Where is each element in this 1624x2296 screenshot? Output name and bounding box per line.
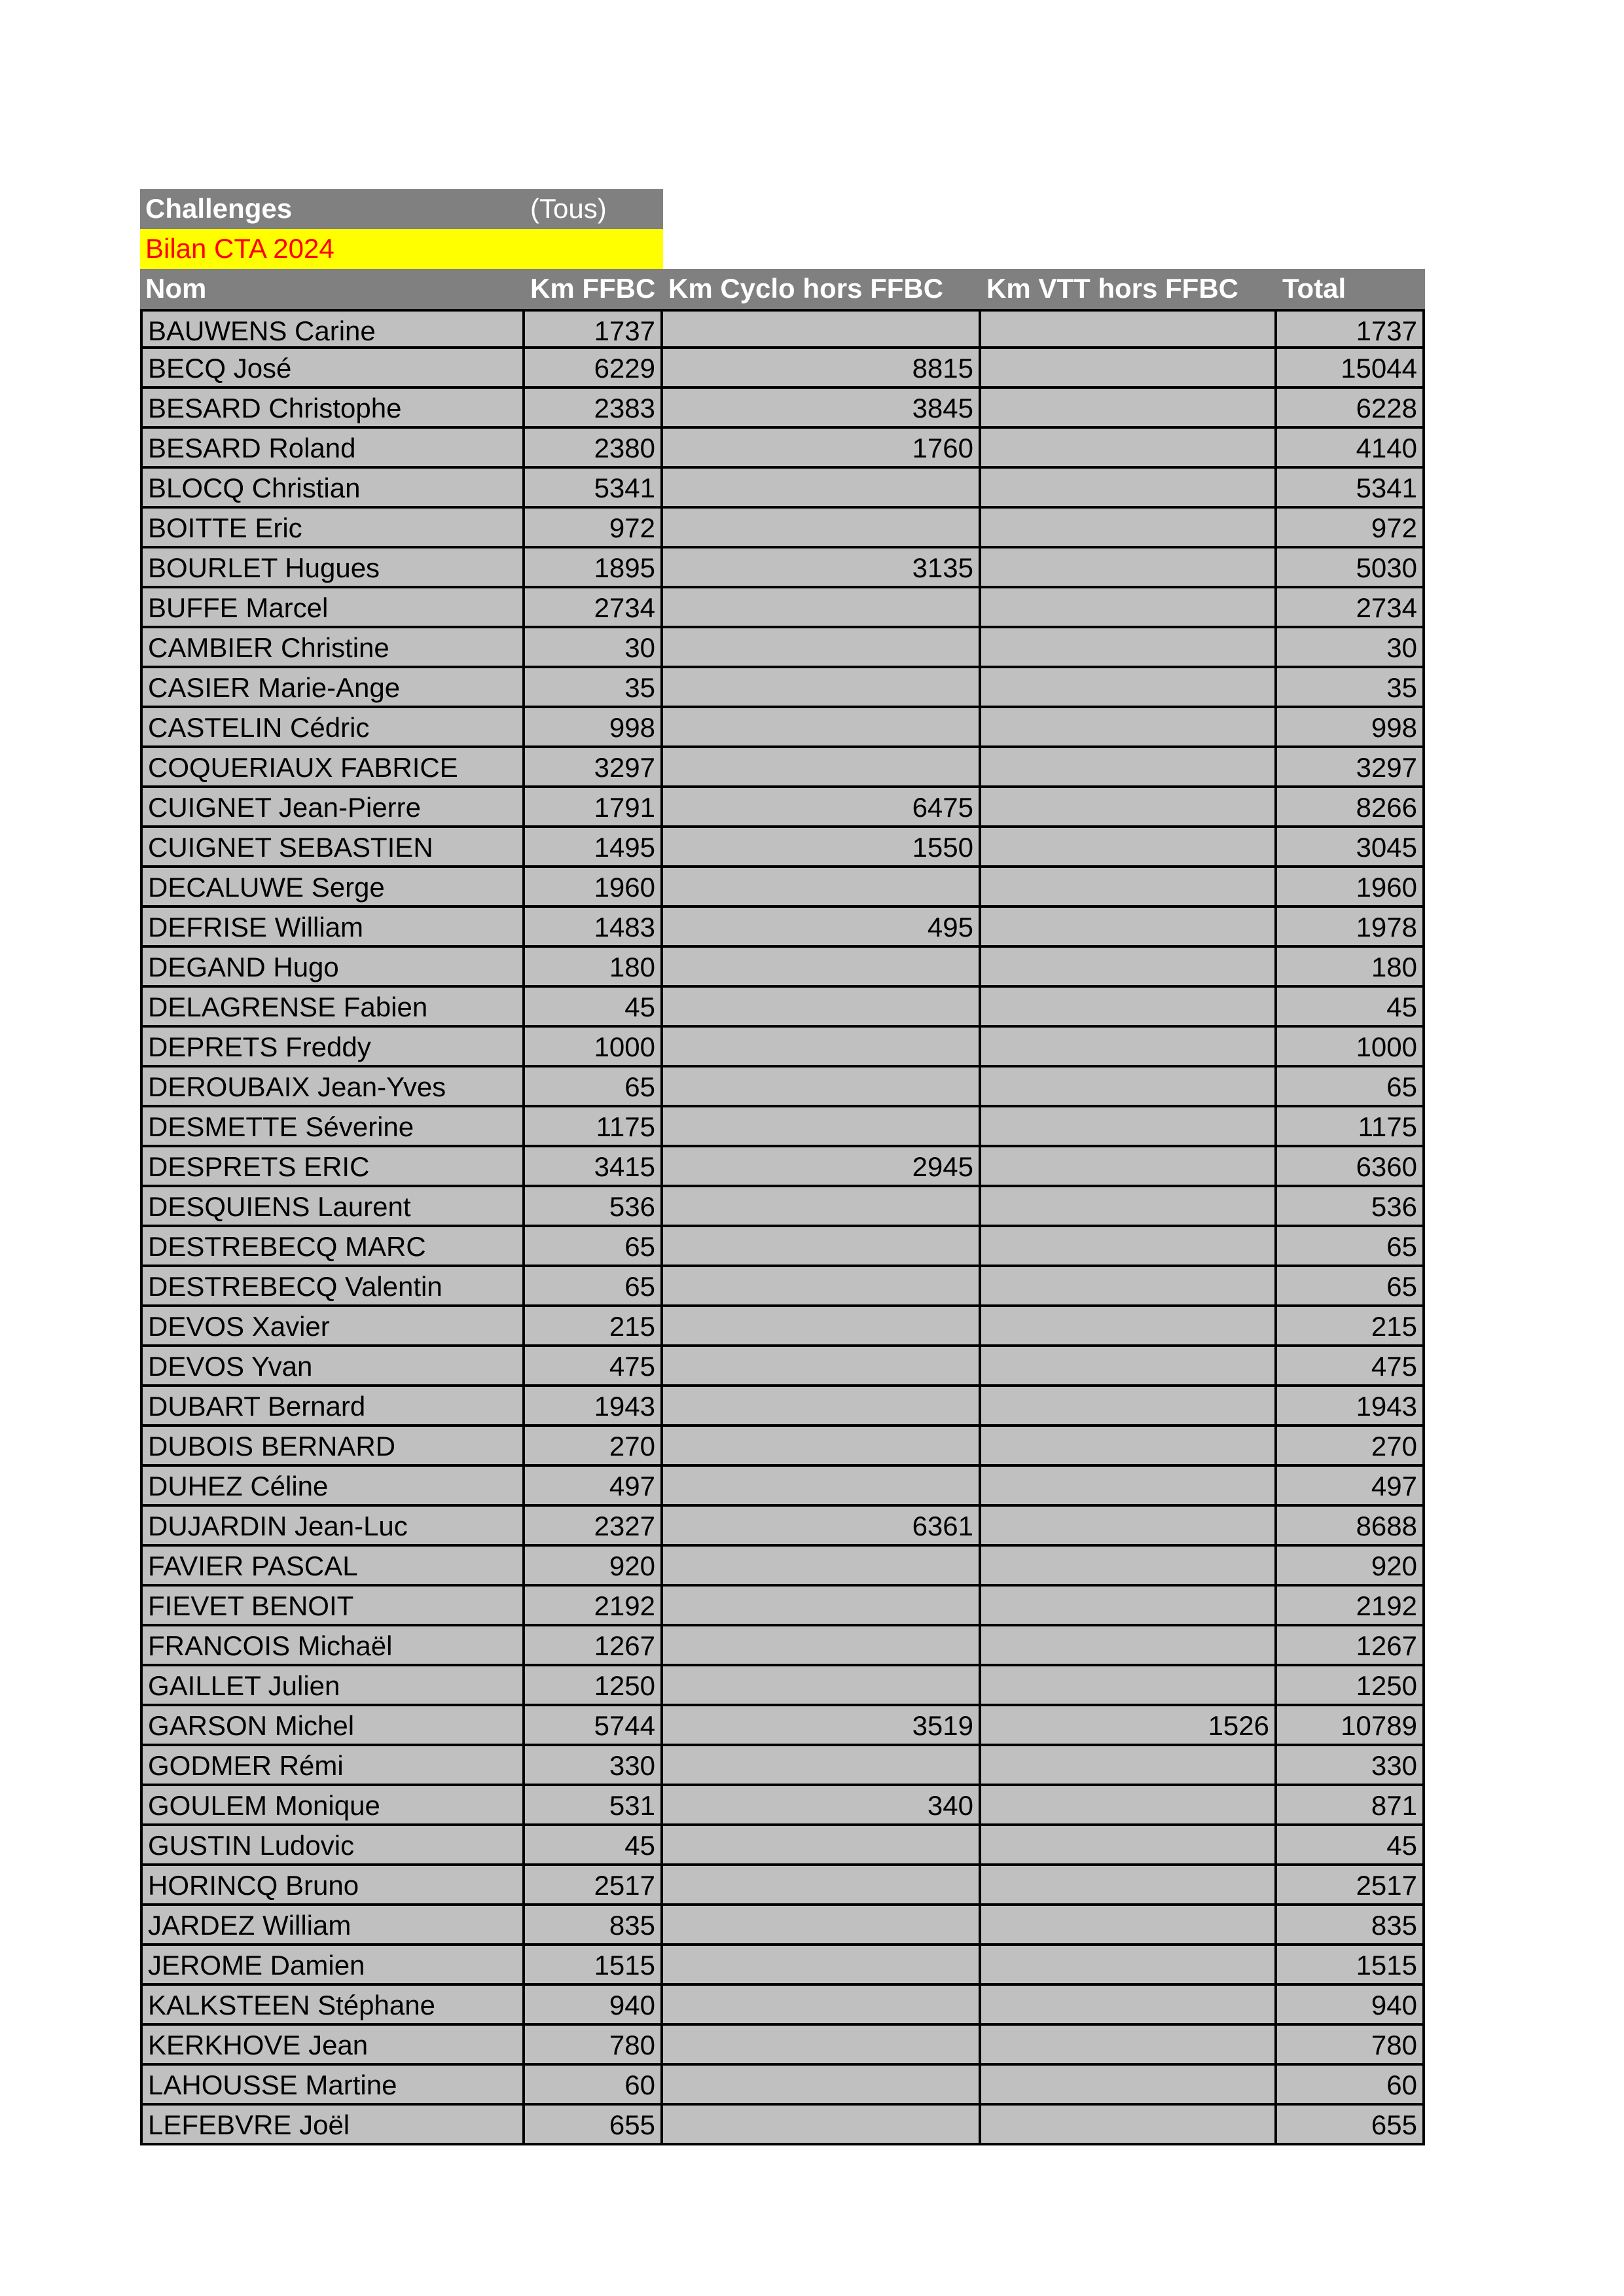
cell-km-cyclo[interactable] (663, 2066, 981, 2106)
cell-km-vtt[interactable] (981, 2066, 1277, 2106)
table-row (140, 748, 1425, 788)
cell-nom[interactable]: GAILLET Julien (140, 1666, 525, 1706)
table-row (140, 1427, 1425, 1467)
cell-km-cyclo[interactable] (663, 309, 981, 349)
cell-total[interactable]: 871 (1277, 1786, 1425, 1826)
table-row (140, 2026, 1425, 2066)
cell-km-ffbc[interactable]: 940 (525, 1986, 663, 2026)
cell-total[interactable]: 972 (1277, 509, 1425, 548)
table-row (140, 1746, 1425, 1786)
cell-km-ffbc[interactable]: 2380 (525, 429, 663, 469)
cell-km-ffbc[interactable]: 6229 (525, 349, 663, 389)
table-row (140, 708, 1425, 748)
table-row (140, 1587, 1425, 1626)
cell-nom[interactable]: DUJARDIN Jean-Luc (140, 1507, 525, 1547)
cell-km-cyclo[interactable] (663, 1307, 981, 1347)
cell-total[interactable]: 1943 (1277, 1387, 1425, 1427)
cell-nom[interactable]: CASTELIN Cédric (140, 708, 525, 748)
cell-nom[interactable]: GOULEM Monique (140, 1786, 525, 1826)
cell-km-ffbc[interactable]: 60 (525, 2066, 663, 2106)
table-row (140, 1028, 1425, 1067)
cell-km-vtt[interactable] (981, 588, 1277, 628)
cell-km-cyclo[interactable] (663, 1427, 981, 1467)
cell-nom[interactable]: DEGAND Hugo (140, 948, 525, 988)
cell-km-cyclo[interactable]: 6361 (663, 1507, 981, 1547)
cell-nom[interactable]: DUBOIS BERNARD (140, 1427, 525, 1467)
cell-km-cyclo[interactable] (663, 1067, 981, 1107)
cell-km-cyclo[interactable] (663, 2106, 981, 2145)
table-row (140, 1866, 1425, 1906)
cell-nom[interactable]: DESMETTE Séverine (140, 1107, 525, 1147)
challenges-header-row (140, 189, 1425, 229)
cell-km-vtt[interactable] (981, 1587, 1277, 1626)
cell-km-vtt[interactable] (981, 868, 1277, 908)
cell-km-cyclo[interactable] (663, 1267, 981, 1307)
cell-km-vtt[interactable] (981, 628, 1277, 668)
cell-nom[interactable]: HORINCQ Bruno (140, 1866, 525, 1906)
cell-km-cyclo[interactable] (663, 1547, 981, 1587)
cell-total[interactable]: 35 (1277, 668, 1425, 708)
cell-km-ffbc[interactable]: 1737 (525, 309, 663, 349)
cell-total[interactable]: 65 (1277, 1227, 1425, 1267)
cell-km-vtt[interactable] (981, 1946, 1277, 1986)
cell-nom[interactable]: DESPRETS ERIC (140, 1147, 525, 1187)
cell-km-ffbc[interactable]: 1483 (525, 908, 663, 948)
cell-km-vtt[interactable] (981, 1028, 1277, 1067)
cell-km-ffbc[interactable]: 2327 (525, 1507, 663, 1547)
cell-km-cyclo[interactable] (663, 1666, 981, 1706)
cell-nom[interactable]: FIEVET BENOIT (140, 1587, 525, 1626)
table-row (140, 1227, 1425, 1267)
cell-total[interactable]: 998 (1277, 708, 1425, 748)
cell-total[interactable]: 215 (1277, 1307, 1425, 1347)
table-row (140, 1986, 1425, 2026)
cell-km-cyclo[interactable] (663, 1347, 981, 1387)
cell-km-ffbc[interactable]: 1267 (525, 1626, 663, 1666)
cell-km-ffbc[interactable]: 2734 (525, 588, 663, 628)
cell-km-vtt[interactable] (981, 469, 1277, 509)
cell-nom[interactable]: BLOCQ Christian (140, 469, 525, 509)
cell-km-ffbc[interactable]: 1791 (525, 788, 663, 828)
cell-nom[interactable]: CUIGNET SEBASTIEN (140, 828, 525, 868)
table-row (140, 429, 1425, 469)
table-row (140, 1107, 1425, 1147)
table-row (140, 948, 1425, 988)
cell-total[interactable]: 65 (1277, 1267, 1425, 1307)
cell-km-ffbc[interactable]: 215 (525, 1307, 663, 1347)
cell-km-ffbc[interactable]: 5341 (525, 469, 663, 509)
cell-nom[interactable]: DEVOS Yvan (140, 1347, 525, 1387)
cell-total[interactable]: 4140 (1277, 429, 1425, 469)
cell-total[interactable]: 475 (1277, 1347, 1425, 1387)
cell-km-vtt[interactable]: 1526 (981, 1706, 1277, 1746)
table-row (140, 309, 1425, 349)
cell-nom[interactable]: DESQUIENS Laurent (140, 1187, 525, 1227)
cell-km-ffbc[interactable]: 536 (525, 1187, 663, 1227)
challenges-title: Challenges (140, 189, 525, 229)
cell-km-vtt[interactable] (981, 1906, 1277, 1946)
cell-nom[interactable]: DESTREBECQ MARC (140, 1227, 525, 1267)
cell-km-vtt[interactable] (981, 548, 1277, 588)
cell-nom[interactable]: DUBART Bernard (140, 1387, 525, 1427)
cell-total[interactable]: 1737 (1277, 309, 1425, 349)
cell-total[interactable]: 835 (1277, 1906, 1425, 1946)
cell-nom[interactable]: FAVIER PASCAL (140, 1547, 525, 1587)
table-row (140, 1786, 1425, 1826)
cell-nom[interactable]: DEFRISE William (140, 908, 525, 948)
cell-total[interactable]: 1978 (1277, 908, 1425, 948)
cell-km-vtt[interactable] (981, 748, 1277, 788)
cell-km-cyclo[interactable] (663, 1467, 981, 1507)
cell-km-ffbc[interactable]: 972 (525, 509, 663, 548)
cell-nom[interactable]: GUSTIN Ludovic (140, 1826, 525, 1866)
cell-nom[interactable]: DELAGRENSE Fabien (140, 988, 525, 1028)
cell-km-cyclo[interactable]: 495 (663, 908, 981, 948)
cell-total[interactable]: 1515 (1277, 1946, 1425, 1986)
table-row (140, 1946, 1425, 1986)
column-header-row (140, 269, 1425, 309)
cell-total[interactable]: 270 (1277, 1427, 1425, 1467)
cell-km-cyclo[interactable] (663, 1187, 981, 1227)
column-header-km-ffbc: Km FFBC (525, 269, 663, 309)
cell-km-cyclo[interactable]: 3845 (663, 389, 981, 429)
cell-total[interactable]: 1250 (1277, 1666, 1425, 1706)
cell-km-ffbc[interactable]: 30 (525, 628, 663, 668)
table-row (140, 1147, 1425, 1187)
cell-total[interactable]: 15044 (1277, 349, 1425, 389)
cell-total[interactable]: 3045 (1277, 828, 1425, 868)
cell-km-ffbc[interactable]: 655 (525, 2106, 663, 2145)
cell-km-vtt[interactable] (981, 1187, 1277, 1227)
table-row (140, 1547, 1425, 1587)
table-row (140, 1067, 1425, 1107)
table-row (140, 1467, 1425, 1507)
bilan-row (140, 229, 1425, 269)
cell-total[interactable]: 2517 (1277, 1866, 1425, 1906)
cell-km-vtt[interactable] (981, 828, 1277, 868)
cell-km-cyclo[interactable] (663, 948, 981, 988)
cell-km-vtt[interactable] (981, 1746, 1277, 1786)
cell-nom[interactable]: DEROUBAIX Jean-Yves (140, 1067, 525, 1107)
cell-km-ffbc[interactable]: 3297 (525, 748, 663, 788)
cell-km-ffbc[interactable]: 2517 (525, 1866, 663, 1906)
cell-km-ffbc[interactable]: 2192 (525, 1587, 663, 1626)
cell-km-cyclo[interactable] (663, 1387, 981, 1427)
cell-km-vtt[interactable] (981, 1507, 1277, 1547)
cell-km-vtt[interactable] (981, 988, 1277, 1028)
cell-km-vtt[interactable] (981, 309, 1277, 349)
cell-km-vtt[interactable] (981, 1107, 1277, 1147)
cell-km-vtt[interactable] (981, 908, 1277, 948)
cell-total[interactable]: 65 (1277, 1067, 1425, 1107)
table-row (140, 1666, 1425, 1706)
cell-km-vtt[interactable] (981, 1427, 1277, 1467)
cell-km-cyclo[interactable] (663, 1626, 981, 1666)
cell-km-cyclo[interactable] (663, 1107, 981, 1147)
cell-total[interactable]: 5030 (1277, 548, 1425, 588)
cell-km-vtt[interactable] (981, 1147, 1277, 1187)
cell-km-ffbc[interactable]: 45 (525, 988, 663, 1028)
cell-km-cyclo[interactable] (663, 509, 981, 548)
cell-total[interactable]: 180 (1277, 948, 1425, 988)
cell-nom[interactable]: DUHEZ Céline (140, 1467, 525, 1507)
cell-total[interactable]: 8266 (1277, 788, 1425, 828)
table-row (140, 988, 1425, 1028)
cell-km-cyclo[interactable] (663, 748, 981, 788)
cell-km-vtt[interactable] (981, 1307, 1277, 1347)
cell-km-cyclo[interactable] (663, 1227, 981, 1267)
cell-total[interactable]: 45 (1277, 1826, 1425, 1866)
cell-nom[interactable]: LEFEBVRE Joël (140, 2106, 525, 2145)
table-row (140, 668, 1425, 708)
table-row (140, 588, 1425, 628)
cell-km-vtt[interactable] (981, 1467, 1277, 1507)
cell-total[interactable]: 1175 (1277, 1107, 1425, 1147)
cell-km-ffbc[interactable]: 1895 (525, 548, 663, 588)
cell-km-vtt[interactable] (981, 1666, 1277, 1706)
cell-nom[interactable]: DEVOS Xavier (140, 1307, 525, 1347)
cell-km-cyclo[interactable] (663, 469, 981, 509)
cell-km-ffbc[interactable]: 1000 (525, 1028, 663, 1067)
cell-km-vtt[interactable] (981, 788, 1277, 828)
table-row (140, 2106, 1425, 2145)
cell-total[interactable]: 2734 (1277, 588, 1425, 628)
cell-nom[interactable]: LAHOUSSE Martine (140, 2066, 525, 2106)
cell-km-vtt[interactable] (981, 2026, 1277, 2066)
cell-nom[interactable]: CUIGNET Jean-Pierre (140, 788, 525, 828)
cell-nom[interactable]: BUFFE Marcel (140, 588, 525, 628)
table-row (140, 628, 1425, 668)
cell-km-cyclo[interactable] (663, 1946, 981, 1986)
cell-km-ffbc[interactable]: 1250 (525, 1666, 663, 1706)
table-row (140, 1347, 1425, 1387)
table-row (140, 548, 1425, 588)
cell-nom[interactable]: COQUERIAUX FABRICE (140, 748, 525, 788)
cell-km-vtt[interactable] (981, 1626, 1277, 1666)
cell-km-cyclo[interactable] (663, 1866, 981, 1906)
table-row (140, 2066, 1425, 2106)
cell-total[interactable]: 5341 (1277, 469, 1425, 509)
cell-total[interactable]: 6228 (1277, 389, 1425, 429)
cell-km-vtt[interactable] (981, 1786, 1277, 1826)
cell-nom[interactable]: KALKSTEEN Stéphane (140, 1986, 525, 2026)
cell-km-ffbc[interactable]: 780 (525, 2026, 663, 2066)
cell-km-cyclo[interactable]: 2945 (663, 1147, 981, 1187)
cell-km-cyclo[interactable]: 1550 (663, 828, 981, 868)
cell-nom[interactable]: DEPRETS Freddy (140, 1028, 525, 1067)
cell-km-vtt[interactable] (981, 1267, 1277, 1307)
cell-km-ffbc[interactable]: 65 (525, 1267, 663, 1307)
table-row (140, 509, 1425, 548)
cell-km-ffbc[interactable]: 35 (525, 668, 663, 708)
cell-km-cyclo[interactable] (663, 588, 981, 628)
cell-km-vtt[interactable] (981, 1067, 1277, 1107)
cell-km-ffbc[interactable]: 998 (525, 708, 663, 748)
cell-nom[interactable]: CASIER Marie-Ange (140, 668, 525, 708)
cell-km-vtt[interactable] (981, 948, 1277, 988)
cell-km-vtt[interactable] (981, 1826, 1277, 1866)
cell-km-cyclo[interactable] (663, 1986, 981, 2026)
cell-km-vtt[interactable] (981, 389, 1277, 429)
cell-km-vtt[interactable] (981, 429, 1277, 469)
cell-nom[interactable]: GODMER Rémi (140, 1746, 525, 1786)
cell-total[interactable]: 1960 (1277, 868, 1425, 908)
cell-km-ffbc[interactable]: 1515 (525, 1946, 663, 1986)
cell-km-ffbc[interactable]: 835 (525, 1906, 663, 1946)
cell-km-cyclo[interactable] (663, 1587, 981, 1626)
table-row (140, 1387, 1425, 1427)
cell-nom[interactable]: JARDEZ William (140, 1906, 525, 1946)
cell-km-ffbc[interactable]: 1960 (525, 868, 663, 908)
table-row (140, 469, 1425, 509)
cell-km-cyclo[interactable] (663, 1826, 981, 1866)
cell-km-ffbc[interactable]: 65 (525, 1227, 663, 1267)
column-header-km-cyclo: Km Cyclo hors FFBC (663, 269, 981, 309)
cell-km-cyclo[interactable] (663, 868, 981, 908)
cell-total[interactable]: 780 (1277, 2026, 1425, 2066)
cell-km-ffbc[interactable]: 5744 (525, 1706, 663, 1746)
cell-km-ffbc[interactable]: 531 (525, 1786, 663, 1826)
column-header-nom: Nom (140, 269, 525, 309)
cell-nom[interactable]: KERKHOVE Jean (140, 2026, 525, 2066)
cell-km-vtt[interactable] (981, 708, 1277, 748)
cell-km-ffbc[interactable]: 65 (525, 1067, 663, 1107)
cell-km-ffbc[interactable]: 497 (525, 1467, 663, 1507)
cell-nom[interactable]: GARSON Michel (140, 1706, 525, 1746)
table-row (140, 908, 1425, 948)
cell-km-cyclo[interactable] (663, 2026, 981, 2066)
table-row (140, 1906, 1425, 1946)
cell-total[interactable]: 497 (1277, 1467, 1425, 1507)
cell-km-cyclo[interactable]: 340 (663, 1786, 981, 1826)
table-row (140, 1626, 1425, 1666)
cell-km-cyclo[interactable] (663, 628, 981, 668)
table-row (140, 1267, 1425, 1307)
cell-total[interactable]: 1267 (1277, 1626, 1425, 1666)
cell-total[interactable]: 330 (1277, 1746, 1425, 1786)
cell-km-ffbc[interactable]: 45 (525, 1826, 663, 1866)
column-header-total: Total (1277, 269, 1425, 309)
bilan-title: Bilan CTA 2024 (140, 229, 663, 269)
table-row (140, 389, 1425, 429)
cell-km-cyclo[interactable] (663, 1746, 981, 1786)
cell-km-vtt[interactable] (981, 1547, 1277, 1587)
cell-nom[interactable]: JEROME Damien (140, 1946, 525, 1986)
cell-total[interactable]: 940 (1277, 1986, 1425, 2026)
table-row (140, 1307, 1425, 1347)
cell-km-vtt[interactable] (981, 2106, 1277, 2145)
cell-km-cyclo[interactable]: 8815 (663, 349, 981, 389)
cell-km-ffbc[interactable]: 1943 (525, 1387, 663, 1427)
cell-nom[interactable]: BESARD Roland (140, 429, 525, 469)
cell-km-ffbc[interactable]: 475 (525, 1347, 663, 1387)
cell-total[interactable]: 655 (1277, 2106, 1425, 2145)
cell-total[interactable]: 6360 (1277, 1147, 1425, 1187)
table-row (140, 1187, 1425, 1227)
cell-km-ffbc[interactable]: 1495 (525, 828, 663, 868)
cell-km-ffbc[interactable]: 2383 (525, 389, 663, 429)
cell-nom[interactable]: DECALUWE Serge (140, 868, 525, 908)
table-row (140, 349, 1425, 389)
cell-km-ffbc[interactable]: 1175 (525, 1107, 663, 1147)
table-row (140, 1826, 1425, 1866)
table-row (140, 828, 1425, 868)
cell-km-vtt[interactable] (981, 509, 1277, 548)
cell-km-vtt[interactable] (981, 1866, 1277, 1906)
cell-nom[interactable]: BOITTE Eric (140, 509, 525, 548)
cell-nom[interactable]: CAMBIER Christine (140, 628, 525, 668)
cell-total[interactable]: 10789 (1277, 1706, 1425, 1746)
cell-km-cyclo[interactable] (663, 1028, 981, 1067)
cell-km-ffbc[interactable]: 920 (525, 1547, 663, 1587)
cell-km-vtt[interactable] (981, 1227, 1277, 1267)
cell-km-vtt[interactable] (981, 1387, 1277, 1427)
cell-km-ffbc[interactable]: 270 (525, 1427, 663, 1467)
cell-total[interactable]: 920 (1277, 1547, 1425, 1587)
cell-nom[interactable]: FRANCOIS Michaël (140, 1626, 525, 1666)
table-row (140, 1706, 1425, 1746)
cell-km-cyclo[interactable] (663, 708, 981, 748)
cell-total[interactable]: 1000 (1277, 1028, 1425, 1067)
cell-total[interactable]: 2192 (1277, 1587, 1425, 1626)
cell-km-ffbc[interactable]: 180 (525, 948, 663, 988)
cell-total[interactable]: 60 (1277, 2066, 1425, 2106)
cell-km-vtt[interactable] (981, 1347, 1277, 1387)
cell-nom[interactable]: BESARD Christophe (140, 389, 525, 429)
cell-total[interactable]: 3297 (1277, 748, 1425, 788)
table-row (140, 1507, 1425, 1547)
cell-total[interactable]: 30 (1277, 628, 1425, 668)
cell-km-vtt[interactable] (981, 1986, 1277, 2026)
cell-nom[interactable]: BAUWENS Carine (140, 309, 525, 349)
cell-km-ffbc[interactable]: 330 (525, 1746, 663, 1786)
cell-nom[interactable]: BECQ José (140, 349, 525, 389)
cell-km-cyclo[interactable] (663, 988, 981, 1028)
cell-total[interactable]: 45 (1277, 988, 1425, 1028)
cell-km-cyclo[interactable]: 1760 (663, 429, 981, 469)
cell-nom[interactable]: BOURLET Hugues (140, 548, 525, 588)
cell-total[interactable]: 536 (1277, 1187, 1425, 1227)
cell-km-cyclo[interactable]: 6475 (663, 788, 981, 828)
cell-nom[interactable]: DESTREBECQ Valentin (140, 1267, 525, 1307)
table-body (140, 309, 1425, 2145)
cell-km-cyclo[interactable]: 3135 (663, 548, 981, 588)
challenges-filter[interactable]: (Tous) (525, 189, 663, 229)
cell-km-ffbc[interactable]: 3415 (525, 1147, 663, 1187)
cell-km-vtt[interactable] (981, 668, 1277, 708)
cell-km-vtt[interactable] (981, 349, 1277, 389)
cell-km-cyclo[interactable] (663, 668, 981, 708)
cell-total[interactable]: 8688 (1277, 1507, 1425, 1547)
table-row (140, 788, 1425, 828)
column-header-km-vtt: Km VTT hors FFBC (981, 269, 1277, 309)
spreadsheet (140, 189, 1425, 2145)
table-row (140, 868, 1425, 908)
cell-km-cyclo[interactable] (663, 1906, 981, 1946)
cell-km-cyclo[interactable]: 3519 (663, 1706, 981, 1746)
